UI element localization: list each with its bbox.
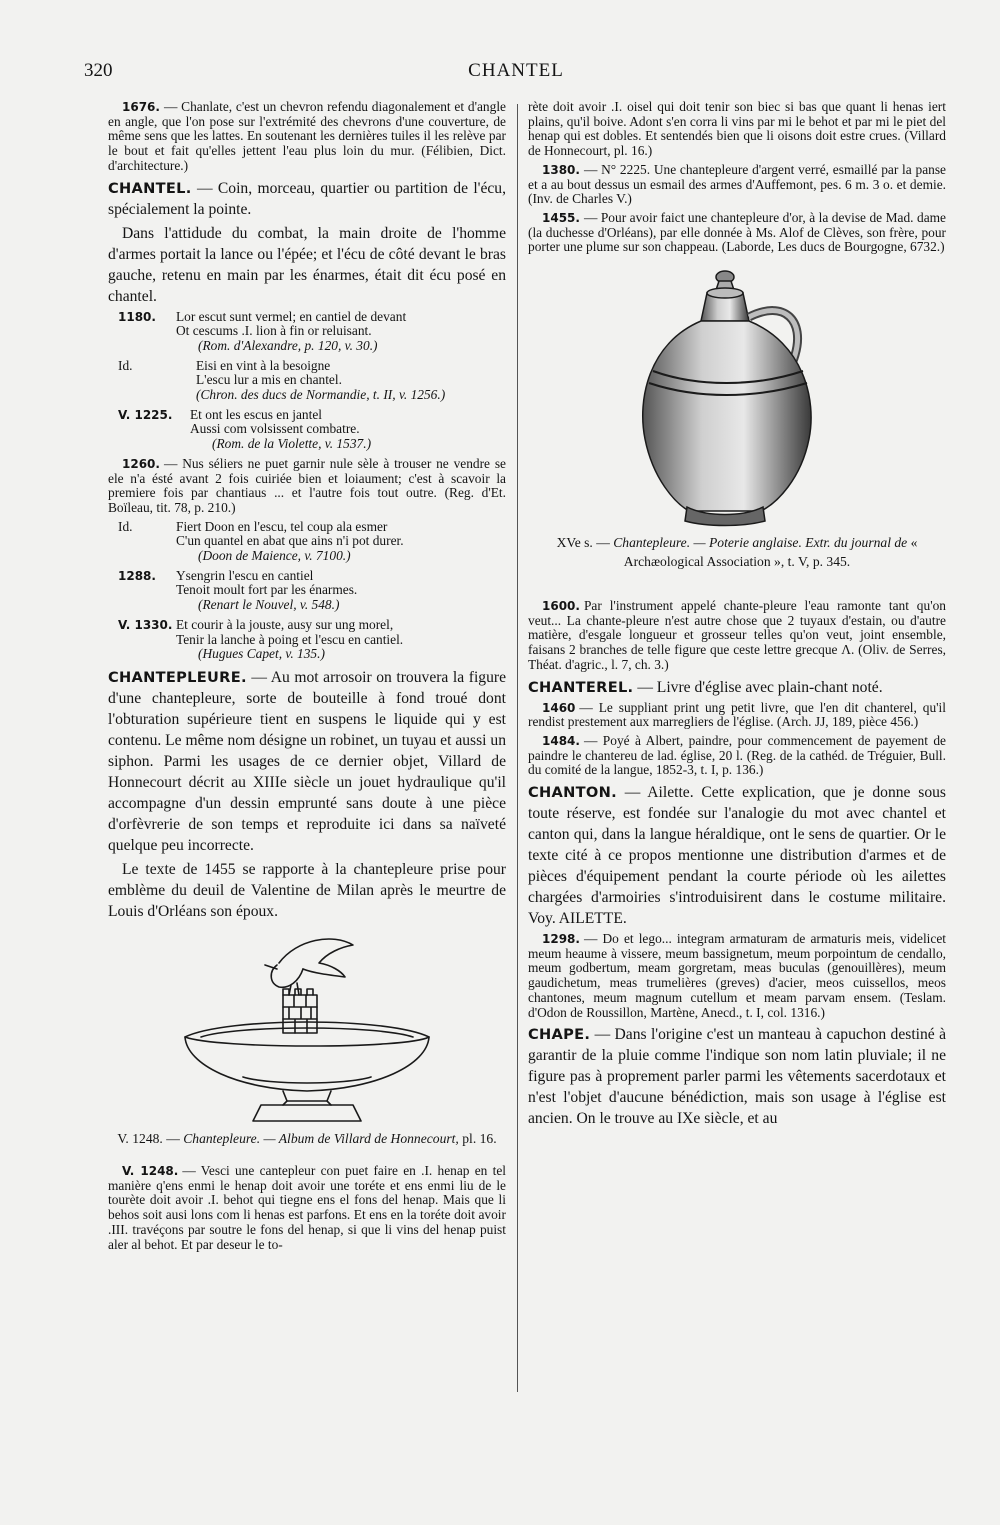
caption-title: Chantepleure. — Poterie anglaise. Extr. du journal de — [613, 535, 908, 551]
verse-line: Ot cescums .I. lion à fin or reluisant. — [176, 323, 372, 339]
verse-number: 1288. — [118, 568, 156, 583]
citation-text: — Do et lego... integram armaturam de armaturis meis, videlicet meum heaume à vissere, meum bassignetum, meum porpointum de cendallo, meum godbertum, meam gorgretam, meas buculas (genouillères), meum gaudichetum, meas trumelières (greves) d'acier, meos cuissellos, meos chantones, meum magnum cutellum et meam parvam ensem. (Teslam. d'Odon de Roussillon, Martène, Anecd., t. I, col. 1316.) — [528, 931, 946, 1020]
verse-source: (Rom. d'Alexandre, p. 120, v. 30.) — [198, 337, 378, 353]
column-rule — [517, 104, 518, 1392]
caption-source: « Archæological Association », t. V, p. 345. — [623, 535, 918, 570]
verse-source: (Renart le Nouvel, v. 548.) — [198, 597, 340, 613]
definition: — Dans l'origine c'est un manteau à capuchon destiné à garantir de la pluie comme l'indique son nom latin pluviale; il ne figure pas à proprement parler parmi les vêtements sacerdotaux et n'est l'objet d'aucune bénédiction, mais son usage à l'église est ancien. On le trouve au IXe siècle, et au — [528, 1026, 946, 1128]
left-figure-caption — [108, 1129, 506, 1148]
verse-line: Et ont les escus en jantel — [190, 406, 323, 422]
verse-line: Lor escut sunt vermel; en cantiel de devant — [176, 308, 407, 324]
verse-number: V. 1225. — [118, 407, 173, 422]
verse-number: V. 1330. — [118, 617, 173, 632]
verse-line: Fiert Doon en l'escu, tel coup ala esmer — [176, 518, 388, 534]
citation-1298 — [528, 932, 946, 1020]
verse-1330 — [118, 618, 506, 662]
citation-number: 1600. — [542, 599, 580, 614]
citation-1248 — [108, 1164, 506, 1252]
citation-continuation: rète doit avoir .I. oisel qui doit tenir son biec si bas que quant li henas iert plains, qu'il boive. Adont s'en corra li vins par mi le behot et par mi le piet del henap qui est dobles. Et sentendés bien que li oisons doit estre crues. (Villard de Honnecourt, pl. 16.) — [528, 99, 946, 159]
citation-number: 1676. — [122, 100, 160, 114]
definition: — Livre d'église avec plain-chant noté. — [637, 678, 883, 696]
citation-text: — Poyé à Albert, paindre, pour commencement de payement de paindre le chantereu de lad. église, 20 l. (Reg. de la cathéd. de Tréguier, Bull. du comité de la langue, 1852-3, t. I, p. 136.) — [528, 732, 946, 778]
article-paragraph: Le texte de 1455 se rapporte à la chantepleure prise pour emblème du deuil de Valentine de Milan après le meurtre de Louis d'Orléans son époux. — [108, 860, 506, 920]
headword: CHANTEREL. — [528, 678, 634, 696]
article-chanton — [528, 782, 946, 929]
right-column — [528, 100, 946, 1132]
verse-line: Tenir la lanche à poing et l'escu en cantiel. — [176, 631, 404, 647]
article-paragraph: Dans l'attidude du combat, la main droite de l'homme d'armes portait la lance ou l'épée; et l'écu de côté devant le bras gauche, retenu en main par les énarmes, était dit écu posé en chantel. — [108, 224, 506, 305]
verse-1288 — [118, 569, 506, 613]
caption-lead: XVe s. — — [556, 535, 610, 551]
verse-line: Eisi en vint à la besoigne — [196, 357, 331, 373]
citation-text: — Chanlate, c'est un chevron refendu diagonalement et d'angle en angle, que l'on pose sur l'extrémité des chevrons d'une couverture, de même sens que les lattes. En soutenant les dernières tuiles il les relève par le bout et fait qu'elles jettent l'eau plus loin du mur. (Félibien, Dict. d'architecture.) — [108, 99, 506, 173]
verse-number: Id. — [118, 357, 133, 373]
citation-text: — Nus séliers ne puet garnir nule sèle à trouser ne vendre se ele n'a ésté avant 2 fois cuiriée bien et loiaument; c'est à scavoir la premiere fois par chantiaus ... et l'autre fois tout outre. (Reg. d'Et. Boïleau, tit. 78, p. 210.) — [108, 455, 506, 515]
citation-text: — N° 2225. Une chantepleure d'argent verré, esmaillé par la panse et a au bout dessus un esmail des armes d'Auffemont, pes. 6 m. 3 o. et demie. (Inv. de Charles V.) — [528, 161, 946, 207]
citation-1460 — [528, 701, 946, 730]
article-chantepleure — [108, 667, 506, 856]
caption-source: pl. 16. — [462, 1130, 497, 1146]
headword: CHAPE. — [528, 1026, 591, 1044]
citation-text: — Pour avoir faict une chantepleure d'or, à la devise de Mad. dame (la duchesse d'Orléans), par elle donnée à Ms. Alof de Clèves, son frère, pour porter une plume sur son chappeau. (Laborde, Les ducs de Bourgogne, 6732.) — [528, 209, 946, 255]
verse-1180 — [118, 310, 506, 354]
verse-number: Id. — [118, 518, 133, 534]
verse-source: (Rom. de la Violette, v. 1537.) — [212, 436, 372, 452]
caption-lead: V. 1248. — — [117, 1130, 180, 1146]
citation-text: — Vesci une cantepleur con puet faire en .I. henap en tel manière q'ens enmi le henap doit avoir une toréte et ens enmi liu de le tourète doit avoir .I. behot qui tiegne ens el fons del henap. Mais que li behos soit ausi lons com li henas est parfons. Et ens en la toréte doit avoir .III. travéçons par soutre le fons del henap, si que li vins del henap puist aler al behot. Et par deseur le to- — [108, 1162, 506, 1252]
definition: — Coin, morceau, quartier ou partition de l'écu, spécialement la pointe. — [108, 179, 507, 218]
citation-1600 — [528, 599, 946, 673]
verse-1225 — [118, 408, 506, 452]
citation-number: 1260. — [122, 456, 160, 471]
citation-text: Par l'instrument appelé chante-pleure l'eau ramonte tant qu'on veut... La chante-pleure n'est autre chose que 2 tuyaux d'estain, ou d'autre matière, d'esgale longueur et grosseur telles qu'on veut, joint ensemble, faisans 2 branches de telle figure que ceste lettre grecque Λ. (Oliv. de Serres, Théat. d'agric., l. 7, ch. 3.) — [528, 598, 946, 672]
citation-number: 1484. — [542, 733, 580, 748]
verse-line: C'un quantel en abat que ains n'i pot durer. — [176, 533, 404, 549]
definition: — Ailette. Cette explication, que je donne sous toute réserve, est fondée sur l'analogie du mot avec chantel et canton qui, dans la langue héraldique, ont le sens de quartier. Or le texte cité à ce propos mentionne une distribution d'armes et de pièces d'équipement pendant la courte période où les ailettes chargées d'armoiries s'introduisirent dans le costume militaire. Voy. AILETTE. — [528, 784, 946, 928]
citation-text: — Le suppliant print ung petit livre, que l'en dit chanterel, qu'il rendist prestement aux marregliers de l'église. (Arch. JJ, 189, pièce 456.) — [528, 699, 946, 730]
verse-line: L'escu lur a mis en chantel. — [196, 372, 342, 388]
verse-line: Aussi com volsissent combatre. — [190, 421, 360, 437]
verse-source: (Doon de Maience, v. 7100.) — [198, 548, 351, 564]
citation-1484 — [528, 734, 946, 778]
verse-source: (Hugues Capet, v. 135.) — [198, 646, 325, 662]
citation-number: 1380. — [542, 162, 580, 177]
citation-number: 1298. — [542, 932, 580, 947]
fountain-bowl-illustration — [157, 925, 457, 1125]
citation-number: 1460 — [542, 700, 576, 715]
headword: CHANTEL. — [108, 179, 192, 197]
citation-1260 — [108, 457, 506, 516]
running-title: CHANTEL — [468, 60, 564, 81]
article-chantel — [108, 178, 506, 220]
citation-1676 — [108, 100, 506, 174]
left-column — [108, 100, 506, 1256]
verse-source: (Chron. des ducs de Normandie, t. II, v. 1256.) — [196, 387, 446, 403]
verse-line: Et courir à la jouste, ausy sur ung morel, — [176, 616, 394, 632]
verse-id-2 — [118, 520, 506, 564]
verse-id-1 — [118, 359, 506, 403]
citation-1380 — [528, 163, 946, 207]
headword: CHANTON. — [528, 784, 617, 802]
pottery-jug-illustration — [627, 259, 847, 529]
definition: — Au mot arrosoir on trouvera la figure d'une chantepleure, sorte de bouteille à fond troué dont l'obturation supérieure tient en suspens le liquide qui y est contenu. Le même nom désigne un robinet, un tuyau et aussi un siphon. Parmi les usages de ce dernier objet, Villard de Honnecourt décrit au XIIIe siècle un jouet hydraulique qu'il accompagne d'un dessin emprunté sans doute à une pièce d'orfèvrerie de son temps et reproduite ici dans sa naïveté quelque peu incorrecte. — [108, 668, 506, 854]
verse-number: 1180. — [118, 309, 156, 324]
citation-1455 — [528, 211, 946, 255]
running-head — [84, 60, 948, 86]
article-chape — [528, 1024, 946, 1129]
verse-line: Ysengrin l'escu en cantiel — [176, 567, 314, 583]
citation-number: V. 1248. — [122, 1163, 179, 1178]
page-number: 320 — [84, 60, 113, 81]
verse-line: Tenoit moult fort par les énarmes. — [176, 582, 358, 598]
citation-number: 1455. — [542, 210, 580, 225]
right-figure-caption — [528, 533, 946, 571]
headword: CHANTEPLEURE. — [108, 668, 247, 686]
article-chanterel — [528, 677, 946, 698]
caption-title: Chantepleure. — Album de Villard de Honnecourt, — [183, 1130, 459, 1146]
